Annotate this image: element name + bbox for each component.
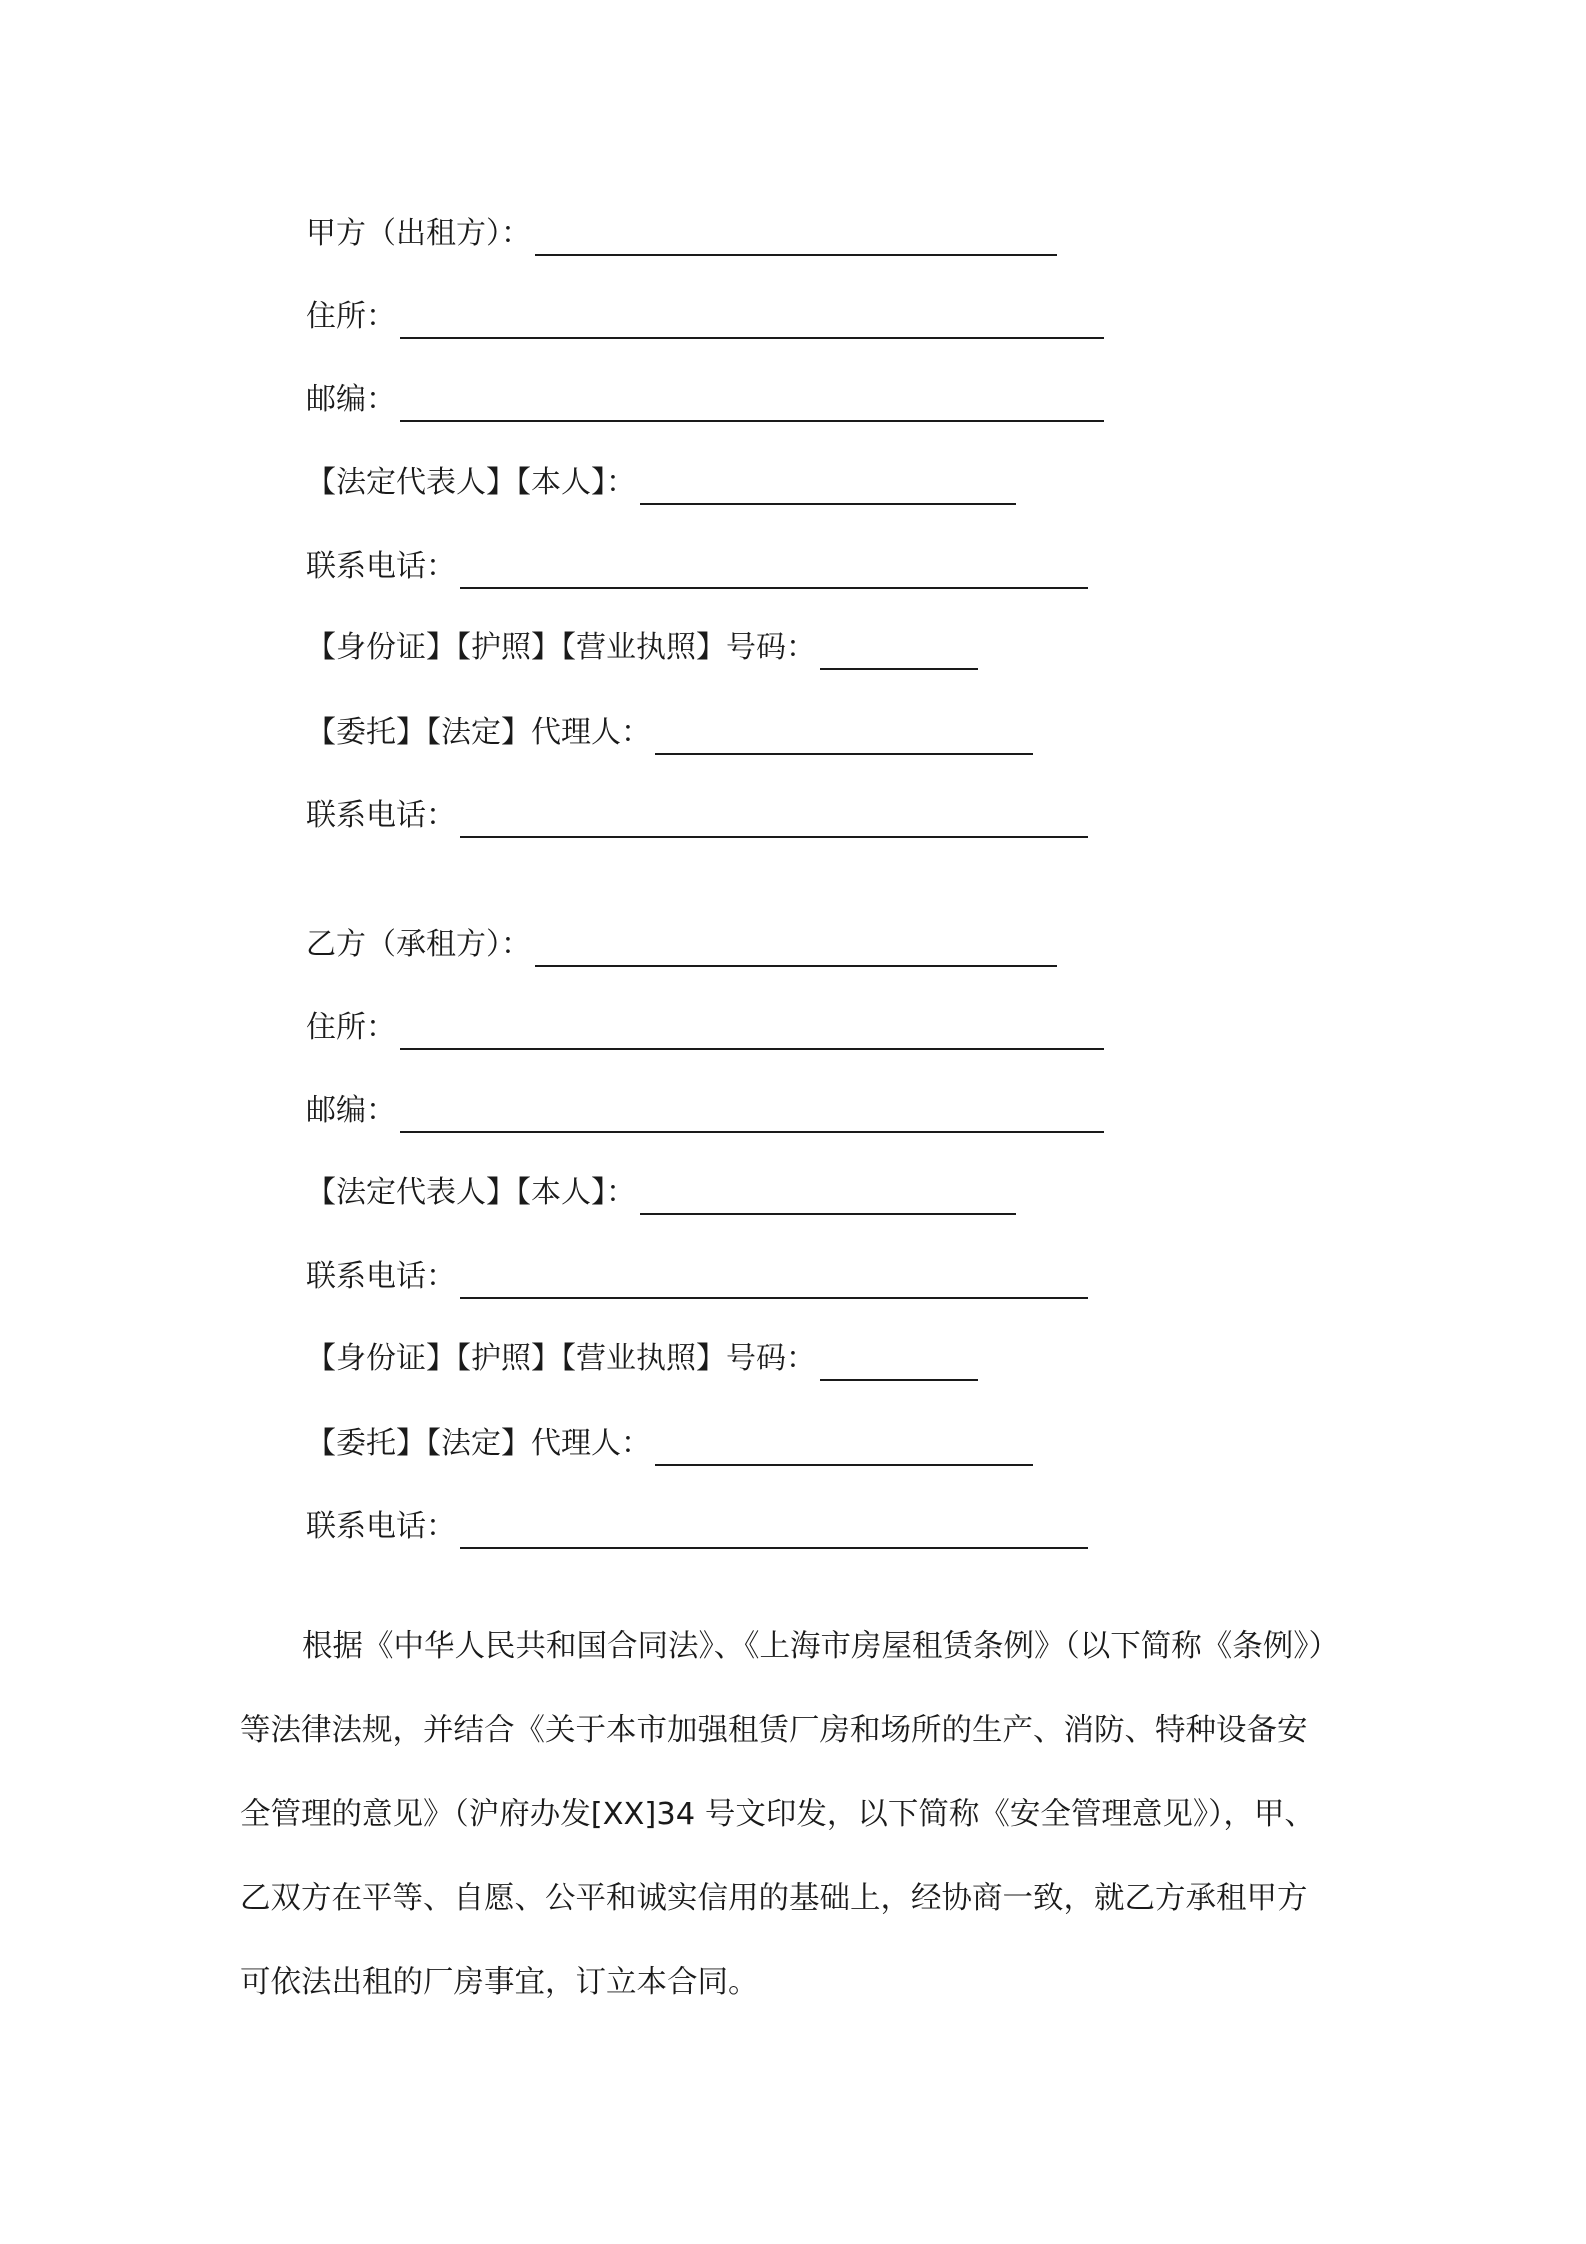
party-a-address-field (306, 291, 1104, 339)
party-a-id-label: 【身份证】【护照】【营业执照】号码： (306, 630, 816, 665)
party-b-legal-rep-label: 【法定代表人】【本人】： (306, 1175, 636, 1210)
party-b-agent-blank[interactable] (655, 1430, 1033, 1466)
party-b-legal-rep-blank[interactable] (640, 1179, 1016, 1215)
party-a-postcode-field (306, 374, 1104, 422)
party-a-legal-rep-field (306, 457, 1016, 505)
party-b-id-label: 【身份证】【护照】【营业执照】号码： (306, 1341, 816, 1376)
party-a-phone-label: 联系电话： (306, 549, 456, 584)
party-b-phone-blank[interactable] (460, 1263, 1088, 1299)
party-b-name-field (306, 919, 1057, 967)
party-b-phone-field (306, 1251, 1088, 1299)
party-a-agent-phone-label: 联系电话： (306, 798, 456, 833)
party-a-name-label: 甲方（出租方）： (306, 216, 531, 251)
party-b-agent-phone-field (306, 1501, 1088, 1549)
party-b-name-label: 乙方（承租方）： (306, 927, 531, 962)
party-a-phone-blank[interactable] (460, 553, 1088, 589)
party-a-postcode-blank[interactable] (400, 386, 1104, 422)
party-a-postcode-label: 邮编： (306, 382, 396, 417)
party-b-name-blank[interactable] (535, 931, 1057, 967)
party-a-address-blank[interactable] (400, 303, 1104, 339)
party-a-agent-field (306, 707, 1033, 755)
party-a-agent-blank[interactable] (655, 719, 1033, 755)
party-a-id-blank[interactable] (820, 634, 978, 670)
party-a-name-blank[interactable] (535, 220, 1057, 256)
preamble-line-5: 可依法出租的厂房事宜，订立本合同。 (240, 1965, 759, 2000)
party-a-legal-rep-blank[interactable] (640, 469, 1016, 505)
party-b-legal-rep-field (306, 1167, 1016, 1215)
party-a-agent-phone-blank[interactable] (460, 802, 1088, 838)
party-a-agent-phone-field (306, 790, 1088, 838)
preamble-paragraph (240, 1605, 1355, 2025)
party-a-address-label: 住所： (306, 299, 396, 334)
party-a-name-field (306, 208, 1057, 256)
party-a-id-field (306, 622, 978, 670)
preamble-line-1: 根据《中华人民共和国合同法》、《上海市房屋租赁条例》（以下简称《条例》） (302, 1629, 1339, 1664)
party-b-postcode-field (306, 1085, 1104, 1133)
party-b-address-field (306, 1002, 1104, 1050)
party-b-id-field (306, 1333, 978, 1381)
party-b-postcode-blank[interactable] (400, 1097, 1104, 1133)
party-b-postcode-label: 邮编： (306, 1093, 396, 1128)
party-b-address-blank[interactable] (400, 1014, 1104, 1050)
preamble-line-2: 等法律法规，并结合《关于本市加强租赁厂房和场所的生产、消防、特种设备安 (240, 1713, 1308, 1748)
party-b-agent-phone-label: 联系电话： (306, 1509, 456, 1544)
preamble-line-4: 乙双方在平等、自愿、公平和诚实信用的基础上，经协商一致，就乙方承租甲方 (240, 1881, 1308, 1916)
party-a-agent-label: 【委托】【法定】代理人： (306, 715, 651, 750)
party-b-address-label: 住所： (306, 1010, 396, 1045)
party-a-legal-rep-label: 【法定代表人】【本人】： (306, 465, 636, 500)
party-b-phone-label: 联系电话： (306, 1259, 456, 1294)
party-a-phone-field (306, 541, 1088, 589)
party-b-agent-label: 【委托】【法定】代理人： (306, 1426, 651, 1461)
party-b-agent-field (306, 1418, 1033, 1466)
party-b-id-blank[interactable] (820, 1345, 978, 1381)
party-b-agent-phone-blank[interactable] (460, 1513, 1088, 1549)
preamble-line-3: 全管理的意见》（沪府办发[XX]34 号文印发，以下简称《安全管理意见》），甲、 (240, 1797, 1315, 1832)
